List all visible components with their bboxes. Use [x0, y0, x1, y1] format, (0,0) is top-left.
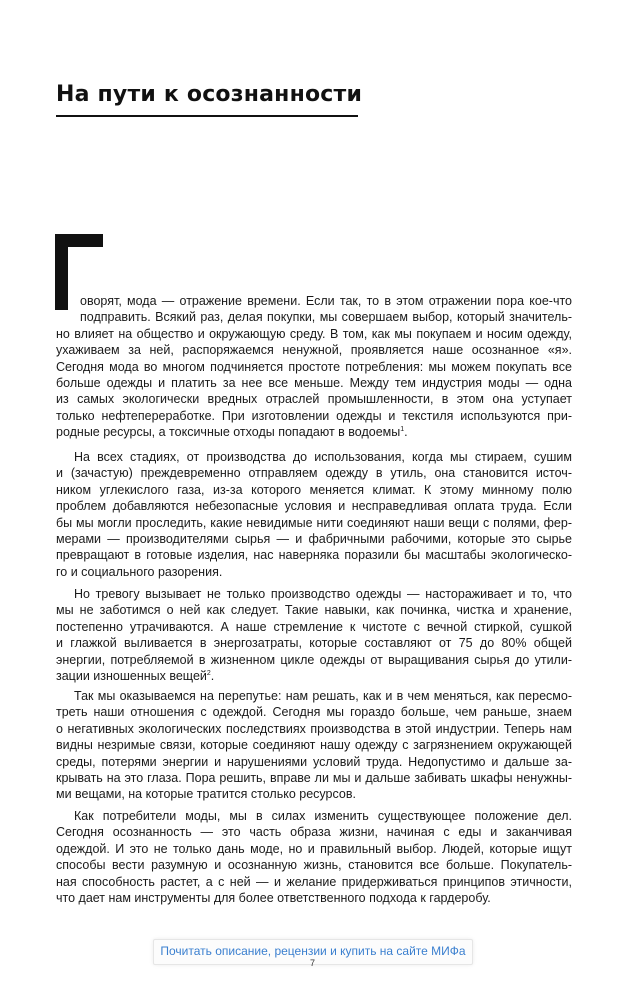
- text-line: одеждой. И это не только дань моде, но и правильный выбор. Людей, которые ищут: [56, 841, 572, 856]
- text-line: но влияет на общество и окружающую среду. В том, как мы покупаем и носим одежду,: [56, 326, 572, 341]
- text-line: Сегодня мода во многом подчиняется простоте потребления: мы можем покупать все: [56, 359, 572, 374]
- text-line: Как потребители моды, мы в силах изменить существующее положение дел.: [74, 809, 572, 823]
- text-line: больше одежды и платить за нее все меньше. Между тем индустрия моды — одна: [56, 375, 572, 390]
- text-line: проблем добавляются небезопасные условия и несправедливая оплата труда. Если: [56, 499, 572, 514]
- footnote-ref: 2: [206, 669, 211, 677]
- text-line: Сегодня осознанность — это часть образа жизни, начиная с еды и заканчивая: [56, 825, 572, 840]
- text-line: способы вести разумную и осознанную жизнь, становится все больше. Покупатель-: [56, 858, 572, 873]
- text-line-last: ми вещами, на которые тратится столько ресурсов.: [56, 787, 356, 802]
- text-line: мерами — производителями сырья — и фабричными рабочими, которые это сырье: [56, 531, 572, 546]
- text-line-last: родные ресурсы, а токсичные отходы попадают в водоемы$^1$.: [56, 425, 408, 440]
- text-line: ная способность растет, а с ней — и желание придерживаться принципов этичности,: [56, 874, 572, 889]
- text-line: видны незримые связи, которые соединяют нашу одежду с загрязнением окружающей: [56, 738, 572, 753]
- text-line: Так мы оказываемся на перепутье: нам решать, как и в чем меняться, как пересмо-: [74, 689, 572, 703]
- footnote-ref: 1: [400, 426, 405, 434]
- paragraph-2: [56, 449, 572, 580]
- text-line: ником углекислого газа, из-за которого меняется климат. К этому минному полю: [56, 482, 572, 497]
- text-line: На всех стадиях, от производства до использования, когда мы стираем, сушим: [74, 450, 572, 464]
- text-line: Но тревогу вызывает не только производство одежды — настораживает и то, что: [74, 587, 572, 601]
- page-number: 7: [310, 958, 316, 968]
- text-line: превращают в готовые изделия, нас наверняка поразили бы масштабы экологическо-: [56, 548, 572, 563]
- paragraph-5: [56, 808, 572, 906]
- buy-book-link[interactable]: Почитать описание, рецензии и купить на сайте МИФа: [160, 944, 466, 958]
- text-line: о негативных экологических последствиях производства в этой индустрии. Теперь нам: [56, 721, 572, 736]
- paragraph-1: [56, 293, 572, 441]
- text-line: энергии, потребляемой в жизненном цикле одежды от выращивания сырья до утили-: [56, 652, 572, 667]
- text-line-last: зации изношенных вещей$^2$.: [56, 668, 215, 683]
- text-line: и (зачастую) преждевременно отправляем одежду в утиль, она становится источ-: [56, 466, 572, 481]
- text-line: подправить. Всякий раз, делая покупки, мы совершаем выбор, который значитель-: [80, 310, 572, 325]
- title-underline: [56, 115, 358, 117]
- text-line: только нефтепереработке. При изготовлении одежды и текстиля используются при-: [56, 408, 572, 423]
- paragraph-3: [56, 586, 572, 684]
- text-line: из самых экологически вредных отраслей промышленности, в этом она уступает: [56, 392, 572, 407]
- text-line: постепенно утрачиваются. А наше стремление к чистоте с вечной стиркой, сушкой: [56, 619, 572, 634]
- text-line-last: го и социального разорения.: [56, 564, 223, 579]
- text-line: мы не заботимся о ней как следует. Такие навыки, как починка, чистка и хранение,: [56, 603, 572, 618]
- paragraph-4: [56, 688, 572, 803]
- text-line: среды, потерями энергии и нарушениями условий труда. Недопустимо и дальше за-: [56, 754, 572, 769]
- text-line: и глажкой выливается в энергозатраты, которые составляют от 75 до 80% общей: [56, 636, 572, 651]
- text-line: крывать на это глаза. Пора решить, вправе ли мы и дальше забивать шкафы ненужны-: [56, 770, 572, 785]
- text-line-last: что дает нам инструменты для более ответственного подхода к гардеробу.: [56, 890, 491, 905]
- chapter-title: На пути к осознанности: [56, 82, 363, 107]
- text-line: бы мы могли проследить, какие невидимые нити соединяют наши вещи с полями, фер-: [56, 515, 572, 530]
- text-line: оворят, мода — отражение времени. Если так, то в этом отражении пора кое-что: [80, 294, 572, 308]
- text-line: ухаживаем за ней, распоряжаемся ненужной, проявляется наше осознанное «я».: [56, 343, 572, 358]
- text-line: треть наши отношения с одеждой. Сегодня мы гораздо больше, чем раньше, знаем: [56, 705, 572, 720]
